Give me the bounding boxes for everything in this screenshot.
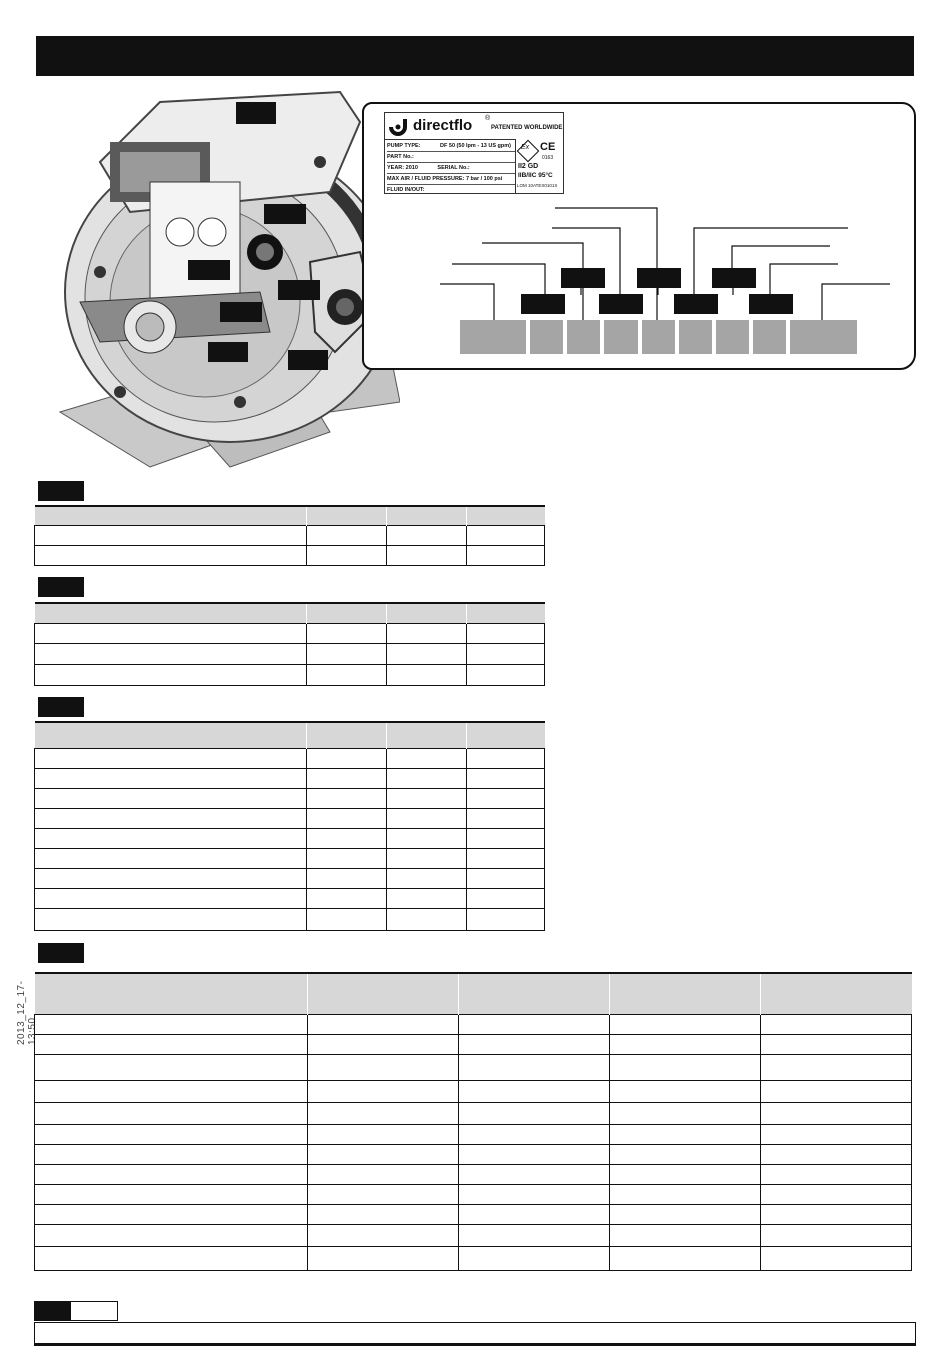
- table-cell: [467, 603, 545, 623]
- section-1-tag: [38, 481, 84, 501]
- table-cell: [35, 1204, 308, 1224]
- table-cell: [761, 1124, 912, 1144]
- table-cell: [610, 1224, 761, 1246]
- code-tag-upper-3: [712, 268, 756, 288]
- table-cell: [35, 664, 307, 685]
- row-label: MAX AIR / FLUID PRESSURE: 7 bar / 100 psi: [387, 176, 503, 182]
- table-cell: [35, 828, 307, 848]
- table-row: [35, 1054, 912, 1080]
- row-label: PART No.:: [387, 154, 414, 160]
- table-row: [35, 848, 545, 868]
- row-label: PUMP TYPE:: [387, 143, 421, 149]
- table-cell: [308, 1204, 459, 1224]
- table-cell: [761, 1164, 912, 1184]
- table-cell: [35, 545, 307, 565]
- table-cell: [459, 1034, 610, 1054]
- footer-note-box: [34, 1322, 916, 1346]
- table-cell: [387, 808, 467, 828]
- footer-tag-fill: [35, 1302, 71, 1320]
- table-cell: [761, 1224, 912, 1246]
- table-cell: [35, 1164, 308, 1184]
- table-cell: [35, 908, 307, 930]
- table-cell: [467, 623, 545, 643]
- table-cell: [467, 908, 545, 930]
- table-cell: [467, 506, 545, 525]
- section-2-tag: [38, 577, 84, 597]
- table-row: [35, 545, 545, 565]
- table-row: [35, 1184, 912, 1204]
- table-cell: [35, 888, 307, 908]
- table-cell: [761, 1144, 912, 1164]
- table-cell: [35, 848, 307, 868]
- table-cell: [307, 545, 387, 565]
- table-row: [35, 888, 545, 908]
- table-cell: [610, 1184, 761, 1204]
- table-cell: [35, 1080, 308, 1102]
- code-tag-lower-4: [749, 294, 793, 314]
- table-cell: [761, 973, 912, 1014]
- row-label: YEAR: 2010: [387, 165, 418, 171]
- table-cell: [308, 1144, 459, 1164]
- table-cell: [35, 722, 307, 748]
- section-3-tag: [38, 697, 84, 717]
- table-cell: [459, 1054, 610, 1080]
- table-row: [35, 643, 545, 664]
- table-cell: [467, 808, 545, 828]
- table-cell: [387, 828, 467, 848]
- table-cell: [387, 868, 467, 888]
- atex-group: II2 GD: [518, 163, 539, 170]
- table-cell: [387, 623, 467, 643]
- trademark-symbol: ®: [485, 115, 491, 122]
- table-cell: [610, 1144, 761, 1164]
- spec-table-1: [34, 505, 545, 566]
- table-cell: [35, 1014, 308, 1034]
- row-label: FLUID IN/OUT:: [387, 187, 425, 193]
- table-cell: [459, 1204, 610, 1224]
- brand-name: directflo: [413, 117, 473, 134]
- table-cell: [610, 1164, 761, 1184]
- table-cell: [459, 973, 610, 1014]
- table-cell: [307, 506, 387, 525]
- table-cell: [387, 848, 467, 868]
- table-cell: [761, 1184, 912, 1204]
- table-cell: [308, 1224, 459, 1246]
- table-cell: [35, 788, 307, 808]
- table-cell: [307, 828, 387, 848]
- table-cell: [610, 1246, 761, 1270]
- table-cell: [459, 1164, 610, 1184]
- table-cell: [307, 868, 387, 888]
- table-cell: [307, 664, 387, 685]
- table-cell: [35, 1102, 308, 1124]
- table-cell: [459, 1224, 610, 1246]
- table-cell: [307, 722, 387, 748]
- table-cell: [35, 768, 307, 788]
- table-cell: [35, 623, 307, 643]
- table-cell: [35, 868, 307, 888]
- table-row: [35, 768, 545, 788]
- table-cell: [35, 525, 307, 545]
- table-cell: [387, 643, 467, 664]
- table-cell: [459, 1014, 610, 1034]
- table-cell: [761, 1014, 912, 1034]
- table-row: [35, 1164, 912, 1184]
- table-cell: [387, 722, 467, 748]
- table-cell: [308, 1054, 459, 1080]
- table-cell: [387, 888, 467, 908]
- table-cell: [761, 1246, 912, 1270]
- table-cell: [459, 1080, 610, 1102]
- ex-mark: Ex: [521, 144, 530, 151]
- table-cell: [610, 1102, 761, 1124]
- code-box-6: [679, 320, 712, 354]
- table-cell: [467, 868, 545, 888]
- table-row: [35, 1124, 912, 1144]
- table-cell: [387, 506, 467, 525]
- table-row: [35, 788, 545, 808]
- row-value: DF 50 (50 lpm - 13 US gpm): [440, 143, 511, 149]
- table-cell: [467, 848, 545, 868]
- table-row: [35, 808, 545, 828]
- table-cell: [387, 603, 467, 623]
- table-cell: [307, 808, 387, 828]
- code-box-8: [753, 320, 786, 354]
- table-cell: [35, 1054, 308, 1080]
- table-header-row: [35, 722, 545, 748]
- table-cell: [307, 748, 387, 768]
- table-cell: [307, 908, 387, 930]
- table-cell: [610, 1014, 761, 1034]
- table-cell: [307, 768, 387, 788]
- certificate-ref: LOM 10ATEX0101X: [517, 183, 558, 188]
- table-cell: [35, 748, 307, 768]
- table-cell: [35, 506, 307, 525]
- table-row: [35, 1080, 912, 1102]
- table-cell: [387, 908, 467, 930]
- table-cell: [308, 1246, 459, 1270]
- code-box-2: [530, 320, 563, 354]
- table-cell: [610, 1034, 761, 1054]
- notified-body: 0163: [542, 155, 554, 161]
- code-box-5: [642, 320, 675, 354]
- table-cell: [307, 525, 387, 545]
- table-row: [35, 1034, 912, 1054]
- section-4-tag: [38, 943, 84, 963]
- table-cell: [35, 808, 307, 828]
- table-header-row: [35, 506, 545, 525]
- table-cell: [307, 848, 387, 868]
- table-row: [35, 908, 545, 930]
- table-cell: [459, 1124, 610, 1144]
- table-cell: [35, 643, 307, 664]
- table-cell: [307, 623, 387, 643]
- table-row: [35, 1246, 912, 1270]
- table-row: [35, 664, 545, 685]
- table-cell: [459, 1184, 610, 1204]
- table-cell: [761, 1054, 912, 1080]
- table-cell: [387, 525, 467, 545]
- table-cell: [459, 1144, 610, 1164]
- table-cell: [459, 1102, 610, 1124]
- spec-table-2: [34, 602, 545, 686]
- table-cell: [610, 1124, 761, 1144]
- table-cell: [467, 788, 545, 808]
- table-cell: [307, 888, 387, 908]
- table-cell: [467, 888, 545, 908]
- table-cell: [761, 1204, 912, 1224]
- table-cell: [761, 1102, 912, 1124]
- code-box-9: [790, 320, 857, 354]
- table-cell: [308, 1164, 459, 1184]
- table-cell: [308, 1124, 459, 1144]
- code-box-7: [716, 320, 749, 354]
- table-row: [35, 1224, 912, 1246]
- table-cell: [387, 545, 467, 565]
- row-value: SERIAL No.:: [437, 165, 470, 171]
- table-cell: [467, 525, 545, 545]
- table-cell: [308, 973, 459, 1014]
- table-cell: [467, 722, 545, 748]
- table-row: [35, 1014, 912, 1034]
- table-cell: [35, 603, 307, 623]
- print-timestamp: 2013_12_17-13:50: [16, 980, 38, 1045]
- table-cell: [307, 643, 387, 664]
- table-cell: [308, 1014, 459, 1034]
- table-row: [35, 868, 545, 888]
- table-row: [35, 828, 545, 848]
- table-cell: [35, 1034, 308, 1054]
- table-cell: [307, 603, 387, 623]
- table-header-row: [35, 603, 545, 623]
- table-cell: [467, 643, 545, 664]
- table-cell: [610, 1080, 761, 1102]
- table-cell: [459, 1246, 610, 1270]
- table-row: [35, 1204, 912, 1224]
- table-cell: [467, 768, 545, 788]
- table-cell: [761, 1080, 912, 1102]
- atex-class: IIB/IIC 95°C: [518, 172, 553, 179]
- code-tag-upper-1: [561, 268, 605, 288]
- table-cell: [308, 1102, 459, 1124]
- table-cell: [35, 1124, 308, 1144]
- table-cell: [308, 1034, 459, 1054]
- table-cell: [387, 788, 467, 808]
- code-box-3: [567, 320, 600, 354]
- table-cell: [387, 768, 467, 788]
- spec-table-3: [34, 721, 545, 931]
- table-cell: [467, 748, 545, 768]
- table-cell: [467, 664, 545, 685]
- table-cell: [467, 828, 545, 848]
- code-tag-lower-1: [521, 294, 565, 314]
- code-tag-lower-3: [674, 294, 718, 314]
- code-tag-lower-2: [599, 294, 643, 314]
- table-cell: [610, 973, 761, 1014]
- table-row: [35, 1102, 912, 1124]
- table-cell: [387, 664, 467, 685]
- table-cell: [35, 1224, 308, 1246]
- table-cell: [761, 1034, 912, 1054]
- table-row: [35, 525, 545, 545]
- table-cell: [35, 1184, 308, 1204]
- table-cell: [610, 1204, 761, 1224]
- table-cell: [387, 748, 467, 768]
- footer-tag-box: [34, 1301, 118, 1321]
- table-cell: [610, 1054, 761, 1080]
- ce-mark: CE: [540, 141, 556, 153]
- table-cell: [307, 788, 387, 808]
- table-cell: [467, 545, 545, 565]
- code-tag-upper-2: [637, 268, 681, 288]
- table-cell: [308, 1080, 459, 1102]
- patent-note: PATENTED WORLDWIDE: [491, 125, 563, 131]
- table-header-row: [35, 973, 912, 1014]
- table-row: [35, 748, 545, 768]
- code-box-1: [460, 320, 526, 354]
- table-row: [35, 1144, 912, 1164]
- spec-table-4: [34, 972, 912, 1271]
- table-row: [35, 623, 545, 643]
- table-cell: [35, 973, 308, 1014]
- table-cell: [35, 1144, 308, 1164]
- table-cell: [35, 1246, 308, 1270]
- code-box-4: [604, 320, 638, 354]
- table-cell: [308, 1184, 459, 1204]
